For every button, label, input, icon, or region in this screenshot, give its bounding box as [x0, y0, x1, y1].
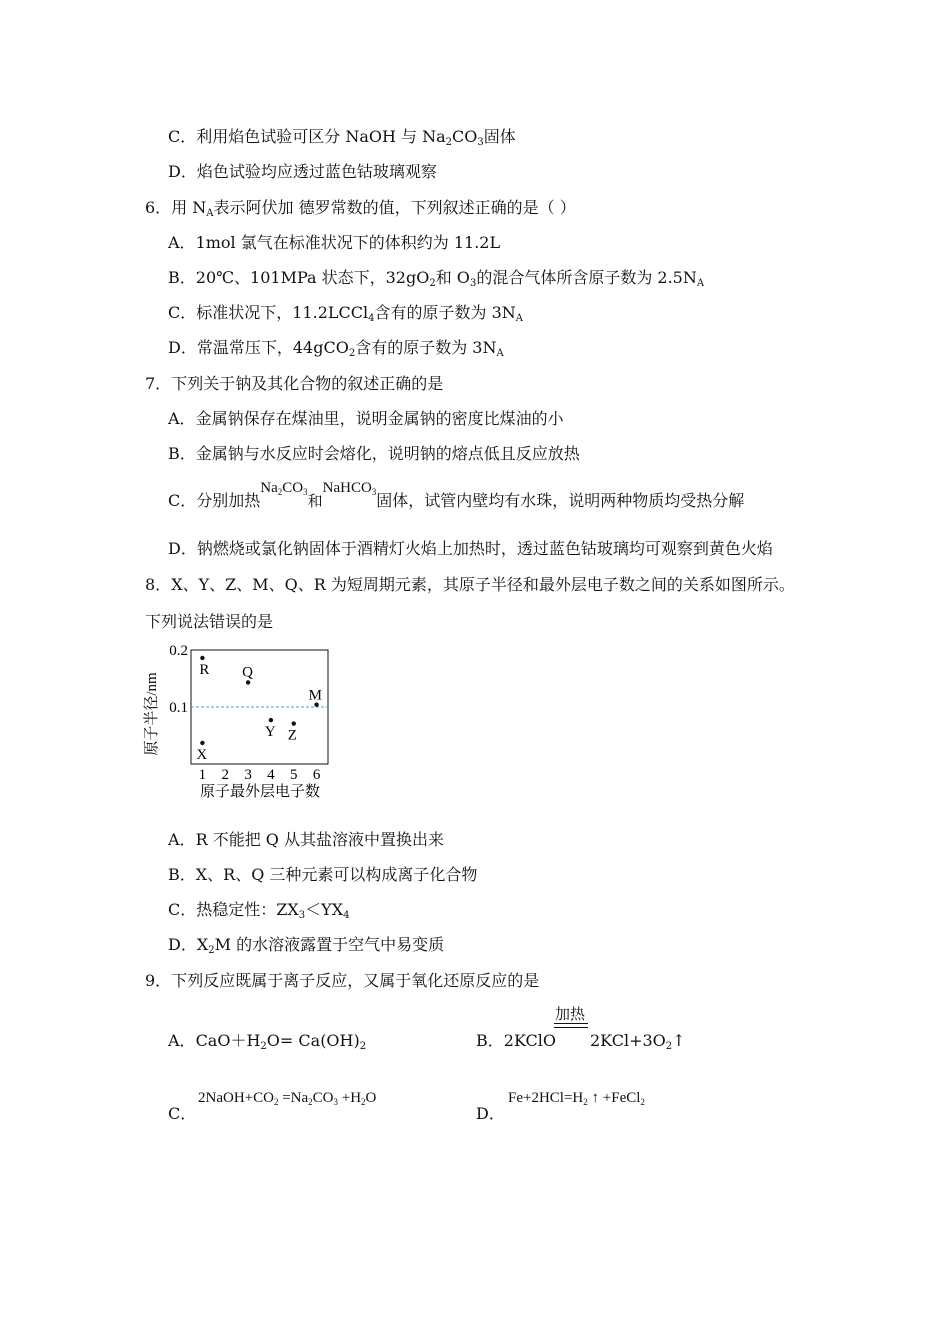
point-label-Y: Y	[264, 724, 276, 741]
y-axis-label: 原子半径/nm	[144, 672, 160, 756]
data-points	[196, 656, 322, 763]
point-label-Z: Z	[287, 727, 297, 744]
q7-option-a: A．金属钠保存在煤油里，说明金属钠的密度比煤油的小	[168, 409, 564, 428]
q8-option-c: C．热稳定性：$ZX_3<YX_4$	[168, 900, 350, 921]
point-Y	[269, 718, 273, 722]
radius-vs-electrons-chart	[140, 640, 340, 810]
q8-option-a: A．R 不能把 Q 从其盐溶液中置换出来	[168, 830, 444, 849]
q6-option-c: C．标准状况下，11.2LCCl$_4$含有的原子数为 $3N_A$	[168, 303, 523, 324]
point-label-R: R	[199, 661, 210, 678]
q9-option-c-label: C．	[168, 1104, 197, 1123]
and-word: 和	[307, 494, 323, 510]
y-tick-labels	[169, 643, 188, 716]
x-tick-label-2: 3	[244, 767, 252, 783]
x-tick-label-1: 2	[221, 767, 229, 783]
q6-stem: 6．用 $N_A$表示阿伏加 德罗常数的值，下列叙述正确的是（ ）	[145, 198, 576, 219]
x-tick-label-4: 5	[290, 767, 298, 783]
point-label-M: M	[308, 687, 322, 704]
x-axis-label: 原子最外层电子数	[199, 784, 321, 800]
y-tick-label-1: 0.2	[169, 643, 188, 659]
double-line-arrow	[554, 1023, 588, 1028]
q8-stem: 8．X、Y、Z、M、Q、R 为短周期元素，其原子半径和最外层电子数之间的关系如图所示。	[145, 575, 795, 594]
formula-na2co3: $Na_2CO_3$	[260, 480, 308, 497]
q6-option-a: A．1mol 氯气在标准状况下的体积约为 11.2L	[168, 233, 501, 252]
q9-option-a: A．$CaO+H_2O= Ca(OH)_2$	[168, 1031, 367, 1052]
point-R	[200, 656, 204, 660]
x-tick-label-3: 4	[267, 767, 275, 783]
q7-option-b: B．金属钠与水反应时会熔化，说明钠的熔点低且反应放热	[168, 444, 580, 463]
q5-option-c: C．利用焰色试验可区分 NaOH 与 $Na_2CO_3$固体	[168, 127, 516, 148]
x-tick-label-0: 1	[198, 767, 207, 783]
y-tick-label-0: 0.1	[169, 700, 188, 716]
q9-option-d-label: D．	[476, 1104, 505, 1123]
point-Q	[246, 680, 250, 684]
q6-option-b: B．20℃、101MPa 状态下，$32gO_2$和 $O_3$的混合气体所含原子数为 $2.5N_A$	[168, 268, 705, 289]
point-label-Q: Q	[242, 664, 253, 681]
q7-stem: 7．下列关于钠及其化合物的叙述正确的是	[145, 374, 444, 393]
point-X	[200, 741, 204, 745]
q5-option-d: D．焰色试验均应透过蓝色钴玻璃观察	[168, 162, 437, 181]
formula-nahco3: NaHCO$_3$	[322, 480, 377, 497]
q9-option-d-equation: $Fe+2HCl=H_2$ ↑ +FeCl$_2$	[508, 1090, 645, 1107]
q9-option-c-equation: $2NaOH+CO_2 =Na_2CO_3 +H_2O$	[198, 1090, 377, 1107]
x-tick-labels	[199, 767, 321, 783]
point-label-X: X	[196, 746, 208, 763]
point-Z	[292, 721, 296, 725]
x-tick-label-5: 6	[312, 767, 321, 783]
q8-option-d: D．$X_2M$ 的水溶液露置于空气中易变质	[168, 935, 445, 956]
q9-stem: 9．下列反应既属于离子反应，又属于氧化还原反应的是	[145, 971, 540, 990]
q6-option-d: D．常温常压下，44gCO$_2$含有的原子数为 $3N_A$	[168, 338, 504, 359]
q8-stem-continued: 下列说法错误的是	[145, 612, 274, 631]
q9-b-products: $2KCl+3O_2↑$	[590, 1031, 686, 1052]
q7-option-c: C．分别加热$Na_2CO_3$和NaHCO$_3$固体，试管内壁均有水珠，说明两种物质均受热分解	[168, 480, 745, 510]
q8-option-b: B．X、R、Q 三种元素可以构成离子化合物	[168, 865, 478, 884]
q9-option-b: B．2KClO	[476, 1031, 556, 1050]
q7-option-d: D．钠燃烧或氯化钠固体于酒精灯火焰上加热时，透过蓝色钴玻璃均可观察到黄色火焰	[168, 539, 773, 558]
q9-b-condition: 加热	[555, 1005, 586, 1023]
